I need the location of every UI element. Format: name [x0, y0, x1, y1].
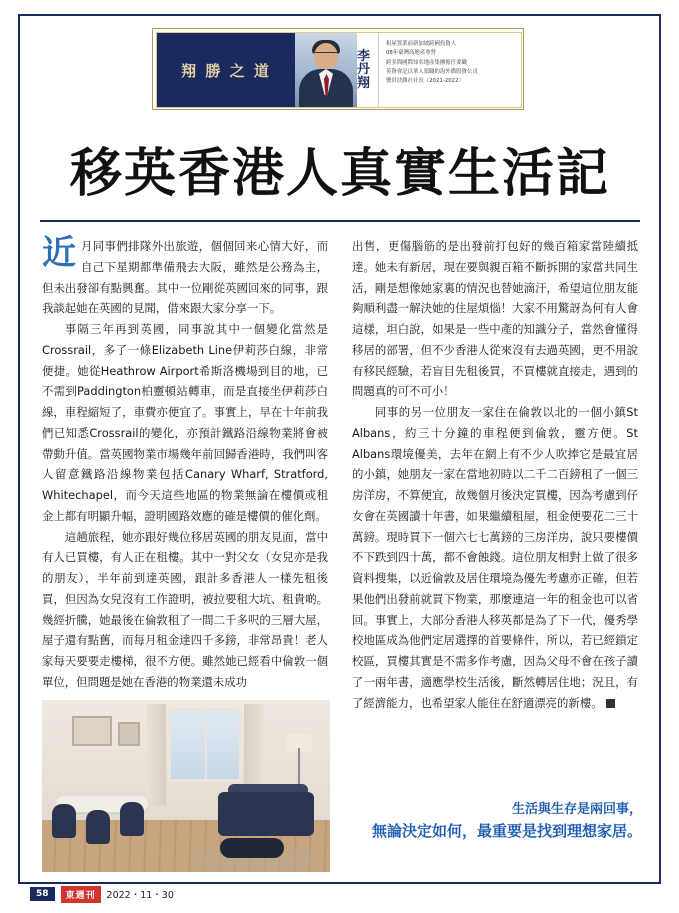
- page-border-right: [659, 14, 661, 882]
- article-headline: 移英香港人真實生活記: [69, 144, 610, 204]
- issue-date: 2022・11・30: [106, 890, 174, 901]
- author-bio: [379, 33, 521, 107]
- page-border-left: [18, 14, 20, 882]
- photo-dining-chair: [52, 804, 76, 838]
- paragraph-text: 月同事們排隊外出旅遊，個個回来心情大好，而自己下星期都準備飛去大阪，雖然是公務為主，但未出發卻有點興奮。其中一位剛從英國回來的同事，跟我談起她在英國的見聞，借來跟大家分享一下。: [42, 239, 328, 316]
- author-bio-line: 租屋置業前新加坡跨國投資人: [386, 41, 457, 47]
- author-name: 李 丹 翔: [357, 33, 379, 107]
- paragraph: 這趟旅程，她亦跟好幾位移居英國的朋友見面，當中有人已買樓，有人正在租樓。其中一對父女（女兒亦是我的朋友），半年前到達英國，跟計多香港人一樣先租後買，但因為女兒沒有工作證明，被拉要租大坑、租貴啲。幾經折騰，她最後在倫敦租了一間二千多呎的三層大屋，屋子還有點舊，而每月租金達四千多鎊，非常昂貴！老人家每天要要走樓梯，很不方便。雖然她已經看中倫敦一個單位，但問題是她在香港的物業還未成功: [42, 529, 328, 689]
- page-number: 58: [30, 887, 55, 901]
- photo-dining-chair: [120, 802, 144, 836]
- paragraph: [42, 233, 328, 319]
- author-bio-line: 跨多間國際知名地產集團擔任要職: [386, 59, 467, 66]
- author-bio-line: 英資會記以華人領職的海外僑股資公司: [386, 68, 478, 75]
- paragraph-text: 同事的另一位朋友一家住在倫敦以北的一個小鎮St Albans，約三十分鐘的車程便到倫敦，靈方便。St Albans環境優美，去年在網上有不少人吹捧它是最宜居的小鎮，她朋友一家在當地初時以二千二百鎊租了一個三房洋房，不算便宜，故幾個月後決定買樓，因為考慮到仔女會在英國讀十年書，如果繼續租屋，租金便要花二三十萬鎊。現時買下一個六七七萬鎊的三房洋房，說只要樓價不下跌到四十萬，都不會蝕錢。這位朋友相對上做了很多資料搜集，以近倫敦及居住環境為優先考慮亦正確，但若果他們出發前就買下物業，那麼連這一年的租金也可以省回。事實上，大部分香港人移英都是為了下一代，優秀學校地區成為他們定居選擇的首要條件，所以，若已經鎖定校區，買樓其實是不需多作考慮，因為父母不會在孩子讀了一兩年書，適應學校生活後，斷然轉居住地；況且，有了經濟能力，也希望家人能住在舒適漂亮的新樓。: [352, 405, 638, 710]
- column-title: 翔 勝 之 道: [157, 33, 295, 107]
- photo-wall-art: [118, 722, 140, 746]
- paragraph: 出售，更傷腦筋的是出發前打包好的幾百箱家當陸續抵達。她未有新居，現在要與親百箱不斷拆開的家當共同生活，剛是想像她家裏的情況也替她滴汗，希望這位朋友能夠順利盡一解決她的住屋煩惱！大家不用驚訝為何有人會這樣，坦白說，如果是一些中產的知識分子，當然會懂得移居的部署，但不少香港人從來沒有去過英國，更不用說有移民經驗，若盲目先租後買，不買樓就直接走，遇到的問題真的可不可小！: [352, 239, 638, 399]
- photo-wall-art: [72, 716, 112, 746]
- pull-quote-line-1: 生活與生存是兩回事，: [511, 802, 642, 817]
- pull-quote-line-2: 無論決定如何，最重要是找到理想家居。: [371, 821, 642, 840]
- page-border-top: [18, 14, 661, 16]
- body-column-right: [352, 236, 638, 713]
- pull-quote: [346, 800, 642, 842]
- end-of-article-mark: 文: [606, 699, 615, 708]
- author-bio-line: 鹽員扶雜社社長（2021-2022）: [386, 78, 464, 85]
- column-banner: [152, 28, 524, 110]
- living-room-interior-photo: [42, 700, 330, 872]
- paragraph: [352, 402, 638, 713]
- masthead-logo: 東週刊: [61, 886, 101, 903]
- headline-divider: [40, 220, 640, 222]
- photo-dining-chair: [86, 810, 110, 844]
- photo-coffee-table: [220, 838, 284, 858]
- page-footer: [30, 886, 174, 902]
- footer-divider: [18, 882, 661, 884]
- photo-curtain-left: [146, 704, 166, 806]
- photo-sofa: [218, 792, 314, 836]
- paragraph: 事隔三年再到英國，同事說其中一個變化當然是Crossrail，多了一條Elizabeth Line伊莉莎白線，非常便捷。她從Heathrow Airport希斯洛機場到目的地，已不需到Paddington柏靈頓站轉車，而是直接坐伊莉莎白線，車程縮短了，車費亦便宜了。事實上，早在十年前我們已知悉Crossrail的變化，亦預計鐵路沿線物業將會被帶動升值。當英國物業市場幾年前回歸香港時，我們叫客人留意鐵路沿線物業包括Canary Wharf, Stratford, Whitechapel，而今天這些地區的物業無論在樓價或租金上都有明顯升幅，證明國路效應的確是樓價的催化劑。: [42, 322, 328, 523]
- body-column-left: [42, 233, 328, 693]
- drop-cap: 近: [42, 233, 76, 273]
- portrait-glasses-icon: [315, 52, 338, 58]
- photo-window: [168, 708, 242, 782]
- author-bio-line: 08年臺灣高地產專營: [386, 50, 436, 57]
- author-portrait: [295, 33, 357, 107]
- column-banner-inner: [156, 32, 522, 108]
